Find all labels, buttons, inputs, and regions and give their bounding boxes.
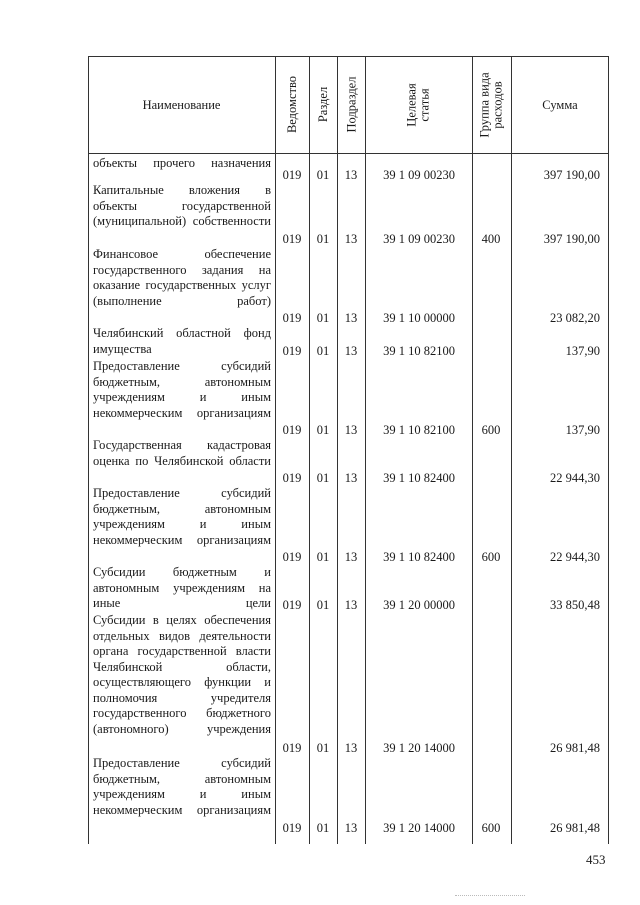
row-razdel: 01 [316, 820, 330, 835]
row-summa: 22 944,30 [550, 549, 600, 564]
table-row [88, 613, 609, 756]
row-celevaya: 39 1 10 82400 [383, 549, 455, 564]
scan-artifact [455, 895, 525, 896]
row-summa: 33 850,48 [550, 597, 600, 612]
header-gruppa-line1: Группа вида [478, 71, 493, 138]
row-vedomstvo: 019 [282, 422, 302, 437]
header-podrazdel [338, 56, 365, 153]
header-celevaya-line1: Целевая [405, 82, 419, 127]
header-celevaya [366, 56, 472, 153]
table-row [88, 565, 609, 613]
header-podrazdel-label: Подраздел [344, 76, 358, 133]
row-vedomstvo: 019 [282, 343, 302, 358]
row-celevaya: 39 1 20 00000 [383, 597, 455, 612]
row-podrazdel: 13 [344, 549, 358, 564]
row-podrazdel: 13 [344, 231, 358, 246]
row-podrazdel: 13 [344, 597, 358, 612]
row-podrazdel: 13 [344, 167, 358, 182]
row-gruppa: 600 [481, 820, 501, 835]
row-celevaya: 39 1 09 00230 [383, 167, 455, 182]
header-celevaya-line2: статья [418, 87, 432, 122]
row-summa: 26 981,48 [550, 820, 600, 835]
row-vedomstvo: 019 [282, 740, 302, 755]
row-celevaya: 39 1 10 00000 [383, 310, 455, 325]
row-razdel: 01 [316, 167, 330, 182]
header-vedomstvo [276, 56, 309, 153]
page-number: 453 [586, 852, 606, 867]
row-podrazdel: 13 [344, 470, 358, 485]
row-name: Капитальные вложения в объекты государственной (муниципальной) собственности [93, 183, 271, 228]
row-name: Субсидии бюджетным и автономным учреждениям на иные цели [93, 565, 271, 610]
header-celevaya-label [406, 83, 432, 126]
row-razdel: 01 [316, 549, 330, 564]
row-gruppa: 600 [481, 549, 501, 564]
header-razdel-label: Раздел [316, 86, 331, 123]
row-razdel: 01 [316, 740, 330, 755]
header-summa [512, 56, 608, 153]
row-summa: 397 190,00 [543, 167, 600, 182]
row-razdel: 01 [316, 343, 330, 358]
row-summa: 137,90 [565, 422, 600, 437]
row-vedomstvo: 019 [282, 597, 302, 612]
row-celevaya: 39 1 20 14000 [383, 820, 455, 835]
row-celevaya: 39 1 10 82100 [383, 343, 455, 358]
row-podrazdel: 13 [344, 422, 358, 437]
table-row [88, 438, 609, 486]
row-razdel: 01 [316, 310, 330, 325]
row-podrazdel: 13 [344, 740, 358, 755]
row-vedomstvo: 019 [282, 470, 302, 485]
row-name: объекты прочего назначения [93, 156, 271, 170]
row-name: Предоставление субсидий бюджетным, автономным учреждениям и иным некоммерческим организациям [93, 756, 271, 817]
row-celevaya: 39 1 20 14000 [383, 740, 455, 755]
header-vedomstvo-label: Ведомство [285, 75, 299, 134]
row-vedomstvo: 019 [282, 310, 302, 325]
row-name: Финансовое обеспечение государственного задания на оказание государственных услуг (выполнение работ) [93, 247, 271, 308]
header-gruppa [473, 56, 511, 153]
row-celevaya: 39 1 10 82100 [383, 422, 455, 437]
table-row [88, 183, 609, 247]
row-vedomstvo: 019 [282, 549, 302, 564]
table-row [88, 359, 609, 438]
row-razdel: 01 [316, 470, 330, 485]
table-row [88, 486, 609, 565]
row-razdel: 01 [316, 597, 330, 612]
row-gruppa: 400 [481, 231, 501, 246]
table-row [88, 156, 609, 183]
row-name: Челябинский областной фонд имущества [93, 326, 271, 356]
budget-table [88, 56, 609, 844]
row-razdel: 01 [316, 422, 330, 437]
row-name: Предоставление субсидий бюджетным, автономным учреждениям и иным некоммерческим организациям [93, 486, 271, 547]
row-summa: 23 082,20 [550, 310, 600, 325]
row-podrazdel: 13 [344, 310, 358, 325]
row-gruppa: 600 [481, 422, 501, 437]
row-razdel: 01 [316, 231, 330, 246]
row-podrazdel: 13 [344, 343, 358, 358]
row-name: Предоставление субсидий бюджетным, автономным учреждениям и иным некоммерческим организациям [93, 359, 271, 420]
row-summa: 22 944,30 [550, 470, 600, 485]
header-name-label: Наименование [142, 97, 221, 112]
row-summa: 26 981,48 [550, 740, 600, 755]
table-row [88, 756, 609, 836]
row-celevaya: 39 1 09 00230 [383, 231, 455, 246]
header-name [88, 56, 275, 153]
table-row [88, 326, 609, 359]
row-name: Субсидии в целях обеспечения отдельных видов деятельности органа государственной власти Челябинской области, осуществляющего функции и полномочия учредителя государственного бюджетного (автономного) учреждения [93, 613, 271, 736]
row-vedomstvo: 019 [282, 231, 302, 246]
row-name: Государственная кадастровая оценка по Челябинской области [93, 438, 271, 468]
row-celevaya: 39 1 10 82400 [383, 470, 455, 485]
row-vedomstvo: 019 [282, 820, 302, 835]
header-summa-label: Сумма [542, 97, 578, 112]
table-row [88, 247, 609, 326]
row-vedomstvo: 019 [282, 167, 302, 182]
row-podrazdel: 13 [344, 820, 358, 835]
header-gruppa-line2: расходов [491, 80, 506, 129]
header-razdel [310, 56, 337, 153]
row-summa: 137,90 [565, 343, 600, 358]
row-summa: 397 190,00 [543, 231, 600, 246]
header-gruppa-label [479, 72, 505, 137]
